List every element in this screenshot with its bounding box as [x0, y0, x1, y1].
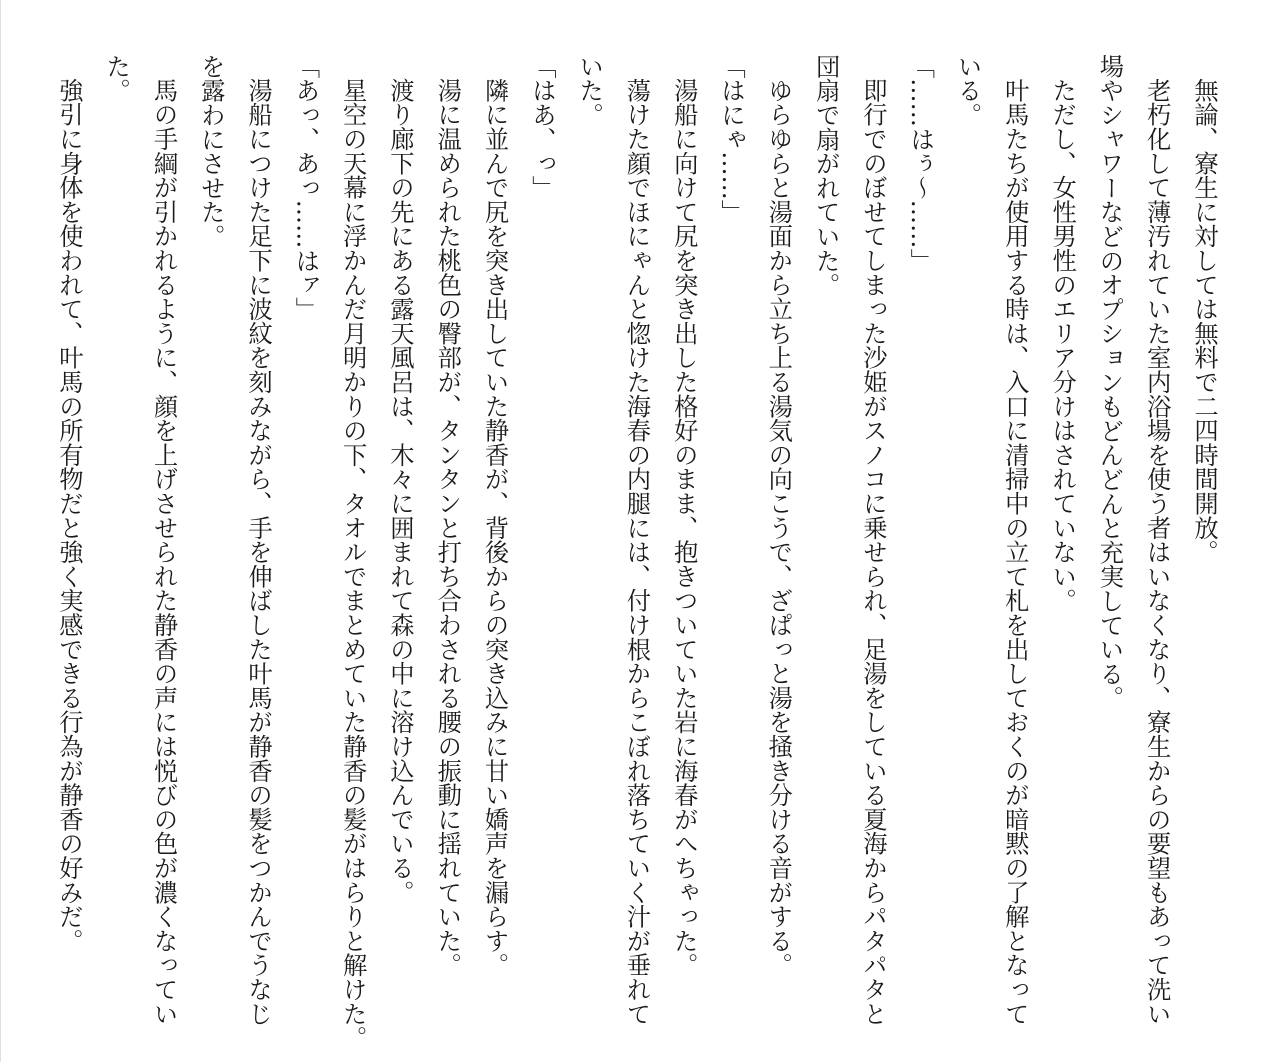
text-line: 老朽化して薄汚れていた室内浴場を使う者はいなくなり、寮生からの要望もあって洗い — [1142, 78, 1172, 1026]
text-line: た。 — [102, 54, 132, 103]
text-line: 無論、寮生に対しては無料で二四時間開放。 — [1190, 78, 1219, 565]
text-line: ゆらゆらと湯面から立ち上る湯気の向こうで、ざぱっと湯を掻き分ける音がする。 — [764, 78, 794, 978]
text-line: 場やシャワーなどのオプションもどんどんと充実している。 — [1095, 54, 1125, 711]
text-line: 「あっ、あっ……はァ」 — [291, 54, 321, 322]
text-line: 「はにゃ……」 — [717, 54, 747, 225]
text-line: 隣に並んで尻を突き出していた静香が、背後からの突き込みに甘い嬌声を漏らす。 — [480, 78, 510, 978]
text-line: いる。 — [953, 54, 983, 127]
text-line: 湯船に向けて尻を突き出した格好のまま、抱きついていた岩に海春がへちゃった。 — [669, 78, 699, 978]
text-line: 強引に身体を使われて、叶馬の所有物だと強く実感できる行為が静香の好みだ。 — [54, 78, 84, 954]
text-line: 蕩けた顔でほにゃんと惚けた海春の内腿には、付け根からこぼれ落ちていく汁が垂れて — [622, 78, 652, 1026]
text-line: 叶馬たちが使用する時は、入口に清掃中の立て札を出しておくのが暗黙の了解となって — [1000, 78, 1030, 1026]
text-line: 湯船につけた足下に波紋を刻みながら、手を伸ばした叶馬が静香の髪をつかんでうなじ — [244, 78, 274, 1026]
text-line: 団扇で扇がれていた。 — [811, 54, 841, 297]
text-line: 馬の手綱が引かれるように、顔を上げさせられた静香の声には悦びの色が濃くなってい — [149, 78, 179, 1026]
text-line: を露わにさせた。 — [196, 54, 226, 249]
text-line: 即行でのぼせてしまった沙姫がスノコに乗せられ、足湯をしている夏海からパタパタと — [858, 78, 888, 1026]
text-line: 「はあ、っ」 — [527, 54, 557, 200]
text-line: いた。 — [575, 54, 605, 127]
text-line: 星空の天幕に浮かんだ月明かりの下、タオルでまとめていた静香の髪がはらりと解けた。 — [338, 78, 368, 1051]
text-line: 湯に温められた桃色の臀部が、タンタンと打ち合わされる腰の振動に揺れていた。 — [433, 78, 463, 978]
text-line: ただし、女性男性のエリア分けはされていない。 — [1048, 78, 1078, 613]
text-line: 渡り廊下の先にある露天風呂は、木々に囲まれて森の中に溶け込んでいる。 — [385, 78, 415, 905]
text-line: 「……はぅ〜……」 — [906, 54, 936, 273]
